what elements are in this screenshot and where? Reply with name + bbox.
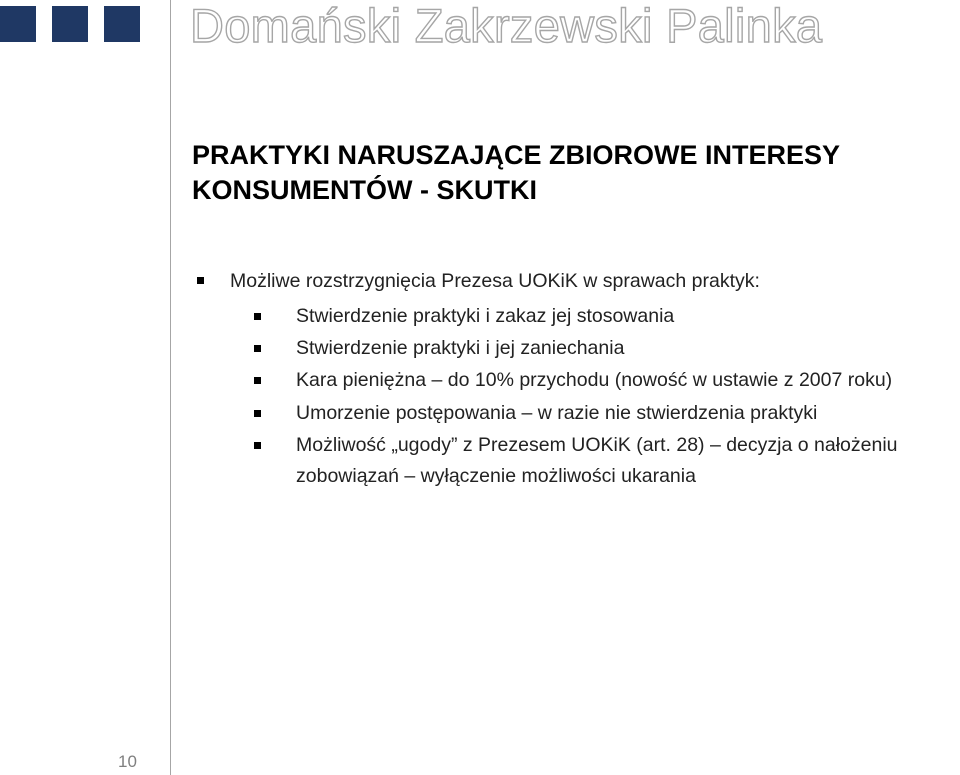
bullet-marker (254, 345, 261, 352)
bullet-marker (254, 410, 261, 417)
sub-bullet-1 (254, 301, 960, 331)
sub-bullet-text: Stwierdzenie praktyki i jej zaniechania (296, 337, 625, 359)
bullet-list (197, 266, 960, 494)
slide-title (192, 138, 840, 208)
logo-square-3 (104, 6, 140, 42)
page-number: 10 (118, 752, 137, 771)
sub-bullet-text: Stwierdzenie praktyki i zakaz jej stosowania (296, 305, 675, 327)
sub-bullet-4 (254, 398, 960, 428)
vertical-divider (170, 0, 171, 775)
logo-square-1 (0, 6, 36, 42)
slide-title-line-2: KONSUMENTÓW - SKUTKI (192, 175, 537, 205)
sub-bullet-text: Umorzenie postępowania – w razie nie stwierdzenia praktyki (296, 402, 818, 424)
logo-square-2 (52, 6, 88, 42)
sub-bullet-3 (254, 365, 960, 396)
sub-bullet-text: Kara pieniężna – do 10% przychodu (nowość w ustawie z 2007 roku) (296, 369, 893, 391)
company-logo-text: Domański Zakrzewski Palinka (190, 0, 823, 52)
bullet-marker (254, 442, 261, 449)
bullet-main (197, 266, 960, 297)
bullet-marker (254, 377, 261, 384)
sub-bullet-5 (254, 430, 960, 492)
sub-bullet-2 (254, 333, 960, 363)
bullet-main-text: Możliwe rozstrzygnięcia Prezesa UOKiK w sprawach praktyk: (230, 270, 760, 292)
bullet-marker (254, 313, 261, 320)
bullet-marker (197, 277, 204, 284)
sub-bullet-text: Możliwość „ugody” z Prezesem UOKiK (art. 28) – decyzja o nałożeniu zobowiązań – wyłączenie możliwości ukarania (296, 434, 898, 487)
slide-title-line-1: PRAKTYKI NARUSZAJĄCE ZBIOROWE INTERESY (192, 140, 841, 170)
